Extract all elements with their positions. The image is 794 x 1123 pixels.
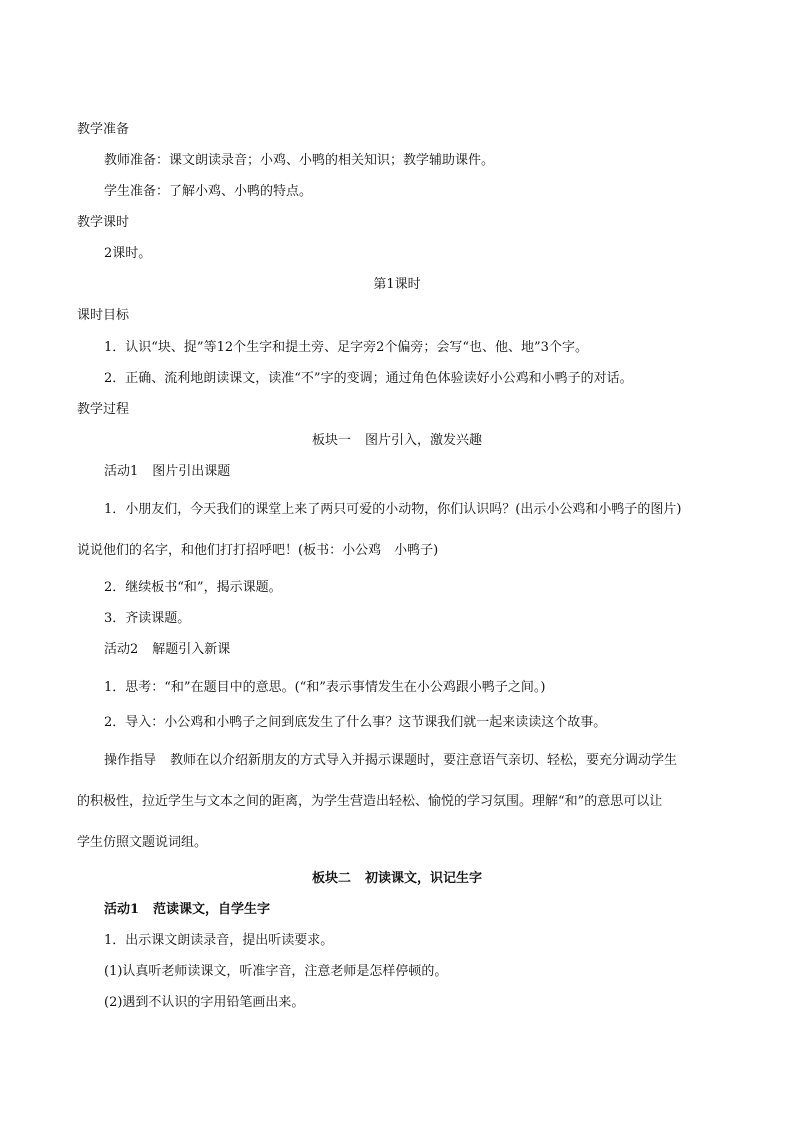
teacher-prep: 教师准备：课文朗读录音；小鸡、小鸭的相关知识；教学辅助课件。	[104, 153, 495, 168]
block-title-1-text: 图片引入，激发兴趣	[365, 433, 483, 448]
activity-label: 活动1	[104, 902, 140, 917]
activity-label: 活动1	[104, 464, 139, 479]
paragraph-line: 3．齐读课题。	[104, 611, 191, 626]
paragraph-line: 1．思考：“和”在题目中的意思。(“和”表示事情发生在小公鸡跟小鸭子之间。)	[104, 680, 546, 695]
activity-title: 范读课文，自学生字	[153, 902, 271, 917]
section-heading-process: 教学过程	[77, 402, 130, 417]
block-title-1	[0, 433, 794, 449]
section-heading-hours: 教学课时	[77, 215, 130, 230]
block-title-1-number: 板块一	[311, 433, 351, 448]
activity-label: 活动2	[104, 642, 139, 657]
guidance-text: 教师在以介绍新朋友的方式导入并揭示课题时，要注意语气亲切、轻松，要充分调动学生	[170, 753, 678, 768]
paragraph-line: (2)遇到不认识的字用铅笔画出来。	[104, 995, 305, 1010]
section-heading-goals: 课时目标	[77, 308, 130, 323]
section-heading-prep: 教学准备	[77, 122, 130, 137]
block-title-2	[0, 871, 794, 887]
activity-heading	[104, 642, 230, 658]
paragraph-line: 说说他们的名字，和他们打打招呼吧！(板书：小公鸡 小鸭子)	[77, 543, 439, 558]
block-title-2-number: 板块二	[311, 871, 351, 886]
goal-item-1: 1．认识“块、捉”等12个生字和提土旁、足字旁2个偏旁；会写“也、他、地”3个字。	[104, 340, 588, 355]
activity-heading	[104, 464, 230, 480]
paragraph-line: 1．出示课文朗读录音，提出听读要求。	[104, 933, 334, 948]
paragraph-line: 1．小朋友们，今天我们的课堂上来了两只可爱的小动物，你们认识吗？(出示小公鸡和小鸭子的图片)	[104, 502, 682, 517]
lesson-title: 第1课时	[373, 277, 421, 292]
student-prep: 学生准备：了解小鸡、小鸭的特点。	[104, 184, 313, 199]
paragraph-line: 2．导入：小公鸡和小鸭子之间到底发生了什么事？这节课我们就一起来读读这个故事。	[104, 715, 607, 730]
activity-title: 图片引出课题	[152, 464, 231, 479]
block-title-2-text: 初读课文，识记生字	[365, 871, 483, 886]
activity-title: 解题引入新课	[152, 642, 231, 657]
paragraph-line: 2．继续板书“和”，揭示课题。	[104, 580, 282, 595]
guidance-line: 的积极性，拉近学生与文本之间的距离，为学生营造出轻松、愉悦的学习氛围。理解“和”的意思可以让	[77, 794, 663, 809]
hours-value: 2课时。	[104, 246, 152, 261]
goal-item-2: 2．正确、流利地朗读课文，读准“不”字的变调；通过角色体验读好小公鸡和小鸭子的对话。	[104, 371, 633, 386]
activity-heading	[104, 902, 270, 918]
guidance-line: 学生仿照文题说词组。	[77, 835, 208, 850]
guidance-line	[104, 753, 677, 769]
guidance-label: 操作指导	[104, 753, 157, 768]
paragraph-line: (1)认真听老师读课文，听准字音，注意老师是怎样停顿的。	[104, 964, 448, 979]
